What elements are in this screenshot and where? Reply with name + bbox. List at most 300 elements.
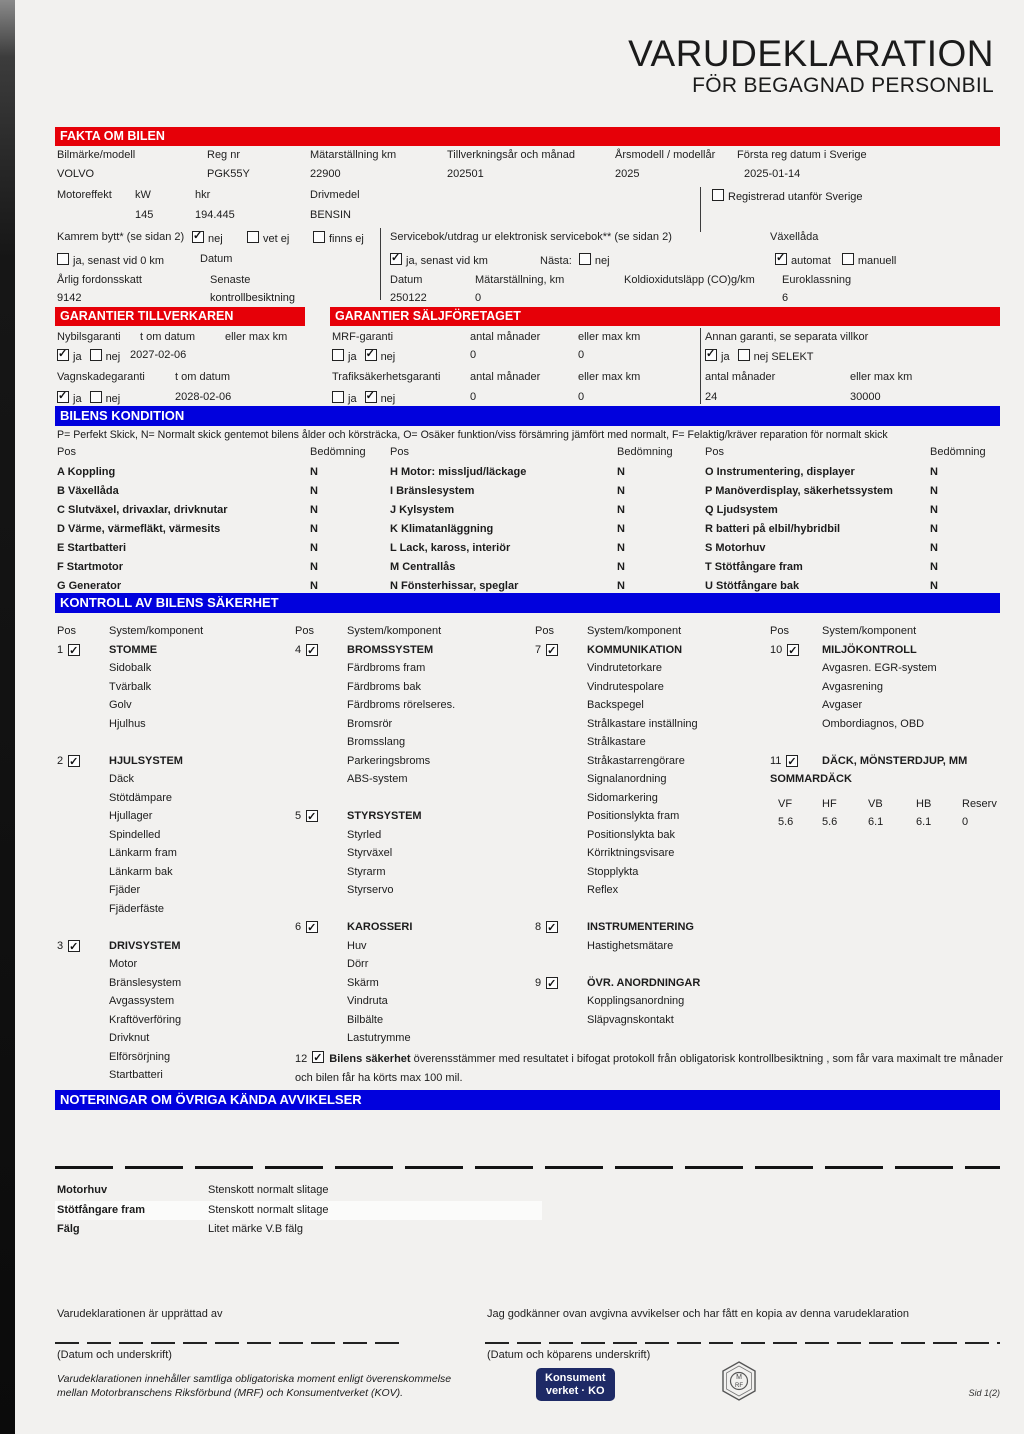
safety-group-head	[57, 752, 289, 771]
safety-item: Golv	[109, 699, 132, 711]
section-header-kondition: BILENS KONDITION	[55, 406, 1000, 426]
nybils-nej-checkbox[interactable]	[90, 349, 102, 361]
system-header: System/komponent	[822, 625, 917, 637]
field-label: Vagnskadegaranti	[57, 371, 145, 383]
safety-item: Huv	[347, 939, 367, 952]
condition-label: D Värme, värmefläkt, värmesits	[57, 523, 221, 535]
safety-item: Hjullager	[109, 810, 153, 822]
condition-row	[390, 520, 625, 539]
section-header-noteringar: NOTERINGAR OM ÖVRIGA KÄNDA AVVIKELSER	[55, 1090, 1000, 1110]
title-line1: VARUDEKLARATION	[628, 33, 994, 74]
safety-group-checkbox[interactable]	[306, 644, 318, 656]
field-label: Koldioxidutsläpp (CO)g/km	[624, 274, 755, 286]
condition-grade: N	[930, 561, 938, 573]
safety-item: Styrservo	[347, 884, 394, 896]
divider	[700, 328, 701, 404]
field-label: eller max km	[578, 331, 641, 343]
field-value: 6	[782, 292, 789, 304]
condition-row	[57, 463, 318, 482]
condition-label: A Koppling	[57, 466, 116, 478]
servicebok-nasta-option	[540, 253, 770, 267]
condition-grade: N	[310, 523, 318, 535]
safety-item: Reflex	[587, 884, 619, 896]
page-number: Sid 1(2)	[968, 1388, 1000, 1398]
page-title	[628, 34, 994, 98]
safety-group-head	[535, 918, 767, 937]
condition-row	[57, 558, 318, 577]
field-value: 194.445	[195, 209, 235, 221]
condition-grade: N	[617, 504, 625, 516]
safety-item: Fjäder	[109, 884, 141, 896]
divider	[700, 187, 701, 232]
safety-item: ABS-system	[347, 773, 408, 785]
safety-group-title: ÖVR. ANORDNINGAR	[587, 976, 701, 989]
garanti-row1-labels	[57, 331, 868, 343]
servicebok-nej-checkbox[interactable]	[579, 253, 591, 265]
date-signature-label: (Datum och underskrift)	[57, 1349, 172, 1361]
condition-legend: P= Perfekt Skick, N= Normalt skick gentemot bilens ålder och körsträcka, O= Osäker funktion/viss försämring jämfört med normalt, F= Felaktig/kräver reparation för normalt skick	[57, 429, 888, 441]
field-value: 2025	[615, 168, 640, 180]
item12-text: överensstämmer med resultatet i bifogat protokoll från obligatorisk kontrollbesiktning , som får vara maximalt tre månader och bilen får ha körts max 100 mil.	[295, 1053, 1003, 1084]
condition-grade: N	[930, 523, 938, 535]
pos-number: 7	[535, 643, 542, 656]
field-label: Datum	[390, 274, 423, 286]
condition-label: J Kylsystem	[390, 504, 455, 516]
safety-item: Fjäderfäste	[109, 902, 165, 915]
note-text: Stenskott normalt slitage	[208, 1203, 329, 1216]
safety-item: Backspegel	[587, 699, 644, 711]
safety-group-title: KAROSSERI	[347, 921, 413, 933]
note-part: Motorhuv	[57, 1184, 108, 1196]
kv-logo-line1: Konsument	[545, 1372, 606, 1384]
condition-label: I Bränslesystem	[390, 485, 475, 497]
condition-grade: N	[930, 580, 938, 592]
condition-row	[57, 520, 318, 539]
condition-grade: N	[310, 561, 318, 573]
annan-garanti-name: SELEKT	[771, 351, 814, 363]
safety-column-4	[770, 622, 1002, 832]
safety-item: Stötdämpare	[109, 791, 172, 804]
condition-grade: N	[310, 542, 318, 554]
safety-item: Avgasrening	[822, 680, 883, 693]
bedomning-header: Bedömning	[617, 446, 673, 458]
kamrem-option	[247, 231, 313, 245]
mrf-ja-nej	[332, 349, 470, 363]
pos-number: 8	[535, 921, 542, 933]
safety-item: Färdbroms rörelseres.	[347, 699, 456, 711]
field-label: Växellåda	[770, 231, 819, 243]
checkbox-label: ja	[721, 351, 730, 363]
condition-row	[705, 482, 938, 501]
note-row	[55, 1201, 542, 1221]
safety-column-header	[295, 622, 531, 641]
safety-item: Lastutrymme	[347, 1032, 411, 1044]
condition-grade: N	[617, 542, 625, 554]
kamrem-option	[192, 231, 247, 245]
safety-item: Strålkastare inställning	[587, 717, 698, 730]
safety-item: Tvärbalk	[109, 680, 152, 693]
pos-number: 2	[57, 754, 64, 767]
field-label: Senaste	[210, 274, 251, 286]
safety-group-checkbox[interactable]	[787, 644, 799, 656]
tire-position-label: Reserv	[962, 797, 997, 810]
tire-depth-value: 6.1	[916, 816, 932, 828]
safety-group-head	[535, 641, 767, 660]
kamrem-ja-checkbox[interactable]	[57, 253, 69, 265]
condition-row	[705, 520, 938, 539]
field-label: Bilmärke/modell	[57, 149, 136, 161]
gearbox-options	[770, 253, 896, 267]
checkbox-label: Registrerad utanför Sverige	[728, 191, 863, 203]
safety-group-title: INSTRUMENTERING	[587, 921, 694, 933]
pos-header: Pos	[770, 625, 789, 637]
safety-group-title: KOMMUNIKATION	[587, 643, 683, 656]
spacer	[57, 209, 135, 221]
fakta-kamrem-row	[57, 231, 818, 245]
condition-label: O Instrumentering, displayer	[705, 466, 855, 478]
field-label: Första reg datum i Sverige	[737, 149, 867, 161]
field-label: t om datum	[140, 331, 196, 343]
pos-number: 9	[535, 976, 542, 989]
safety-item: Kopplingsanordning	[587, 995, 685, 1007]
safety-item: Ombordiagnos, OBD	[822, 717, 925, 730]
bedomning-header: Bedömning	[930, 446, 986, 458]
safety-group-checkbox[interactable]	[546, 644, 558, 656]
item12-bold-text: Bilens säkerhet	[329, 1053, 411, 1065]
legal-line1: Varudeklarationen innehåller samtliga obligatoriska moment enligt överenskommelse	[57, 1373, 452, 1385]
condition-grade: N	[310, 504, 318, 516]
pos-number: 10	[770, 643, 783, 656]
field-value: 2025-01-14	[744, 168, 801, 180]
safety-group-checkbox[interactable]	[68, 755, 80, 767]
safety-item: Parkeringsbroms	[347, 754, 431, 767]
condition-label: R batteri på elbil/hybridbil	[705, 523, 841, 535]
field-value: 250122	[390, 292, 427, 304]
safety-item: Bilbälte	[347, 1013, 384, 1026]
field-label: eller max km	[578, 371, 641, 383]
field-label: antal månader	[705, 371, 776, 383]
pos-header: Pos	[57, 446, 76, 458]
safety-group	[57, 641, 289, 734]
tire-depth-checkbox[interactable]	[786, 755, 798, 767]
field-label: Euroklassning	[782, 274, 852, 286]
fakta-row5-labels	[57, 274, 851, 286]
condition-grade: N	[310, 485, 318, 497]
kamrem-ja-option	[57, 253, 200, 267]
buyer-approval-label: Jag godkänner ovan avgivna avvikelser och har fått en kopia av denna varudeklaration	[487, 1308, 909, 1320]
safety-item: Sidobalk	[109, 662, 152, 674]
safety-item: Släpvagnskontakt	[587, 1013, 674, 1026]
servicebok-ja-option	[390, 253, 540, 267]
condition-label: H Motor: missljud/läckage	[390, 466, 527, 478]
safety-item: Spindelled	[109, 828, 161, 841]
field-label: Reg nr	[207, 149, 241, 161]
legal-line2: mellan Motorbranschens Riksförbund (MRF) och Konsumentverket (KOV).	[57, 1387, 404, 1399]
field-value: 22900	[310, 168, 341, 180]
safety-item: Länkarm fram	[109, 847, 177, 859]
safety-item: Körriktningsvisare	[587, 847, 675, 859]
field-label: Annan garanti, se separata villkor	[705, 331, 869, 343]
checkbox-label: vet ej	[263, 233, 290, 245]
safety-item: Startbatteri	[109, 1069, 163, 1081]
pos-number: 3	[57, 939, 64, 952]
safety-item: Färdbroms bak	[347, 680, 421, 693]
tire-position-label: HB	[916, 797, 932, 810]
safety-item: Hastighetsmätare	[587, 939, 674, 952]
nybils-ja-checkbox[interactable]	[57, 349, 69, 361]
condition-row	[705, 558, 938, 577]
field-label: Nästa:	[540, 255, 572, 267]
condition-row	[57, 501, 318, 520]
field-label: t om datum	[175, 371, 231, 383]
checkbox-label: manuell	[857, 255, 897, 267]
note-part: Fälg	[57, 1223, 80, 1235]
checkbox-label: ja	[348, 393, 357, 405]
condition-label: C Slutväxel, drivaxlar, drivknutar	[57, 504, 228, 516]
nybils-ja-nej	[57, 349, 130, 363]
safety-group	[535, 974, 767, 1030]
safety-group-title: BROMSSYSTEM	[347, 643, 434, 656]
condition-label: U Stötfångare bak	[705, 580, 800, 592]
checkbox-label: nej	[594, 255, 610, 267]
legal-text	[57, 1372, 451, 1400]
safety-item: Vindrutespolare	[587, 680, 664, 693]
note-text: Stenskott normalt slitage	[208, 1184, 329, 1196]
tire-depth-value: 5.6	[778, 816, 794, 828]
safety-item: Positionslykta fram	[587, 810, 680, 822]
safety-item: Kraftöverföring	[109, 1013, 182, 1026]
condition-grade: N	[617, 580, 625, 592]
field-label: Datum	[200, 253, 233, 265]
safety-item: Avgasren. EGR-system	[822, 662, 937, 674]
fakta-motor-values	[57, 209, 351, 221]
safety-item: Elförsörjning	[109, 1050, 171, 1063]
safety-item: Drivknut	[109, 1032, 150, 1044]
scan-edge	[0, 0, 15, 1434]
tire-depth-value: 5.6	[822, 816, 838, 828]
safety-group-checkbox[interactable]	[546, 977, 558, 989]
safety-item: Positionslykta bak	[587, 828, 676, 841]
safety-column-header	[770, 622, 1002, 641]
condition-label: L Lack, kaross, interiör	[390, 542, 511, 554]
safety-group	[535, 641, 767, 900]
condition-grade: N	[617, 485, 625, 497]
checkbox-label: nej	[380, 393, 396, 405]
safety-item: Sidomarkering	[587, 791, 658, 804]
section-header-fakta: FAKTA OM BILEN	[55, 127, 1000, 146]
field-value: VOLVO	[57, 168, 95, 180]
annan-ja-checkbox[interactable]	[705, 349, 717, 361]
svg-text:M: M	[736, 1374, 742, 1381]
safety-group-head	[57, 937, 289, 956]
pos-number: 11	[770, 754, 782, 767]
item12-checkbox[interactable]	[312, 1051, 324, 1063]
mrf-nej-checkbox[interactable]	[365, 349, 377, 361]
checkbox-label: ja, senast vid km	[406, 255, 488, 267]
date-buyer-signature-label: (Datum och köparens underskrift)	[487, 1349, 651, 1361]
trafik-nej-checkbox[interactable]	[365, 391, 377, 403]
safety-group	[295, 918, 531, 1048]
servicebok-ja-checkbox[interactable]	[390, 253, 402, 265]
condition-grade: N	[930, 504, 938, 516]
pos-header: Pos	[57, 625, 76, 637]
checkbox-label: nej	[208, 233, 223, 245]
gearbox-automat-checkbox[interactable]	[775, 253, 787, 265]
pos-number: 4	[295, 643, 302, 656]
safety-group-head	[295, 807, 531, 826]
safety-group-checkbox[interactable]	[306, 921, 318, 933]
safety-item: Skärm	[347, 976, 379, 989]
safety-item: Styrled	[347, 828, 382, 841]
title-line2: FÖR BEGAGNAD PERSONBIL	[692, 74, 994, 97]
safety-group-head	[770, 641, 1002, 660]
condition-grade: N	[930, 466, 938, 478]
condition-column	[57, 463, 318, 596]
condition-label: T Stötfångare fram	[705, 561, 803, 573]
safety-item: Vindrutetorkare	[587, 662, 663, 674]
safety-group-title: HJULSYSTEM	[109, 754, 183, 767]
safety-item: Strålkastare	[587, 736, 646, 748]
note-row	[55, 1220, 542, 1240]
signature-line-seller[interactable]	[55, 1342, 405, 1344]
signature-line-buyer[interactable]	[485, 1342, 1000, 1344]
field-label: Mätarställning, km	[475, 274, 565, 286]
safety-item: Motor	[109, 958, 138, 970]
safety-item: Bromsslang	[347, 736, 406, 748]
fakta-motor-labels	[57, 189, 863, 203]
tire-season-label: SOMMARDÄCK	[770, 773, 852, 785]
safety-group	[57, 752, 289, 919]
condition-row	[390, 463, 625, 482]
field-label: Mätarställning km	[310, 149, 397, 161]
condition-label: G Generator	[57, 580, 122, 592]
gearbox-manuell-checkbox[interactable]	[842, 253, 854, 265]
notes-list	[55, 1181, 542, 1240]
condition-grade: N	[617, 561, 625, 573]
condition-label: B Växellåda	[57, 485, 119, 497]
field-label: Årlig fordonsskatt	[57, 274, 142, 286]
note-part: Stötfångare fram	[57, 1203, 146, 1216]
safety-group	[295, 807, 531, 900]
tire-position-label: HF	[822, 797, 837, 810]
section-header-garanti-tillverkaren: GARANTIER TILLVERKAREN	[55, 307, 305, 326]
system-header: System/komponent	[109, 625, 204, 637]
condition-label: K Klimatanläggning	[390, 523, 494, 535]
safety-column-header	[535, 622, 767, 641]
safety-group-checkbox[interactable]	[546, 921, 558, 933]
mrf-ja-checkbox[interactable]	[332, 349, 344, 361]
section-header-sakerhet: KONTROLL AV BILENS SÄKERHET	[55, 593, 1000, 613]
safety-group	[770, 641, 1002, 734]
fakta-row1-labels	[57, 149, 867, 161]
safety-item: Hjulhus	[109, 717, 146, 730]
safety-item: Däck	[109, 773, 135, 785]
condition-label: N Fönsterhissar, speglar	[390, 580, 519, 592]
condition-label: E Startbatteri	[57, 542, 127, 554]
condition-label: F Startmotor	[57, 561, 123, 573]
condition-row	[705, 501, 938, 520]
field-label: MRF-garanti	[332, 331, 394, 343]
safety-item: Avgaser	[822, 699, 863, 711]
annan-ja-nej	[705, 349, 814, 363]
safety-item: Styrarm	[347, 865, 386, 878]
safety-column-3	[535, 622, 767, 1048]
field-label: Motoreffekt	[57, 189, 112, 201]
safety-group-checkbox[interactable]	[306, 810, 318, 822]
safety-column-header	[57, 622, 289, 641]
condition-row	[57, 539, 318, 558]
system-header: System/komponent	[347, 625, 442, 637]
field-label: eller max km	[850, 371, 913, 383]
note-text: Litet märke V.B fälg	[208, 1223, 303, 1235]
field-value: 2027-02-06	[130, 349, 187, 361]
safety-item: Länkarm bak	[109, 865, 173, 878]
safety-group-checkbox[interactable]	[68, 940, 80, 952]
tire-depth-values	[770, 813, 1002, 832]
safety-item: Avgassystem	[109, 995, 175, 1007]
safety-group-title: DRIVSYSTEM	[109, 939, 181, 952]
field-label: hkr	[195, 189, 211, 201]
annan-nej-checkbox[interactable]	[738, 349, 750, 361]
field-value: 202501	[447, 168, 484, 180]
condition-label: S Motorhuv	[705, 542, 766, 554]
safety-column-2	[295, 622, 531, 1066]
safety-item: Stopplykta	[587, 865, 639, 878]
condition-column-headers	[57, 446, 986, 458]
pos-header: Pos	[390, 446, 409, 458]
vagnskade-ja-checkbox[interactable]	[57, 391, 69, 403]
checkbox-label: ja	[73, 393, 82, 405]
safety-item: Vindruta	[347, 995, 388, 1007]
tire-depth-block	[770, 752, 1002, 832]
field-label: Servicebok/utdrag ur elektronisk servicebok** (se sidan 2)	[390, 231, 672, 243]
safety-item: Dörr	[347, 958, 369, 970]
field-value: kontrollbesiktning	[210, 292, 295, 304]
svg-text:RF: RF	[735, 1383, 743, 1389]
condition-grade: N	[930, 542, 938, 554]
field-label: Kamrem bytt* (se sidan 2)	[57, 231, 185, 243]
system-header: System/komponent	[587, 625, 682, 637]
vagnskade-nej-checkbox[interactable]	[90, 391, 102, 403]
condition-label: Q Ljudsystem	[705, 504, 778, 516]
field-label: antal månader	[470, 371, 541, 383]
kamrem-finnsej-checkbox[interactable]	[313, 231, 325, 243]
condition-row	[705, 463, 938, 482]
tire-position-label: VB	[868, 797, 883, 810]
checkbox-label: ja	[348, 351, 357, 363]
note-row	[55, 1181, 542, 1201]
safety-item-12	[295, 1050, 1003, 1088]
safety-group-checkbox[interactable]	[68, 644, 80, 656]
safety-group-head	[535, 974, 767, 993]
trafik-ja-checkbox[interactable]	[332, 391, 344, 403]
field-label: Nybilsgaranti	[57, 331, 121, 343]
checkbox-label: automat	[791, 255, 831, 267]
pos-header: Pos	[295, 625, 314, 637]
safety-group-title: STOMME	[109, 643, 158, 656]
registered-abroad-checkbox[interactable]	[712, 189, 724, 201]
condition-grade: N	[310, 580, 318, 592]
safety-group-head	[57, 641, 289, 660]
notes-separator	[55, 1166, 1000, 1169]
condition-grade: N	[617, 523, 625, 535]
field-value: 30000	[850, 391, 881, 403]
kamrem-nej-checkbox[interactable]	[192, 231, 204, 243]
divider	[380, 228, 381, 300]
safety-group	[295, 641, 531, 789]
checkbox-label: nej	[105, 393, 121, 405]
kamrem-vetej-checkbox[interactable]	[247, 231, 259, 243]
